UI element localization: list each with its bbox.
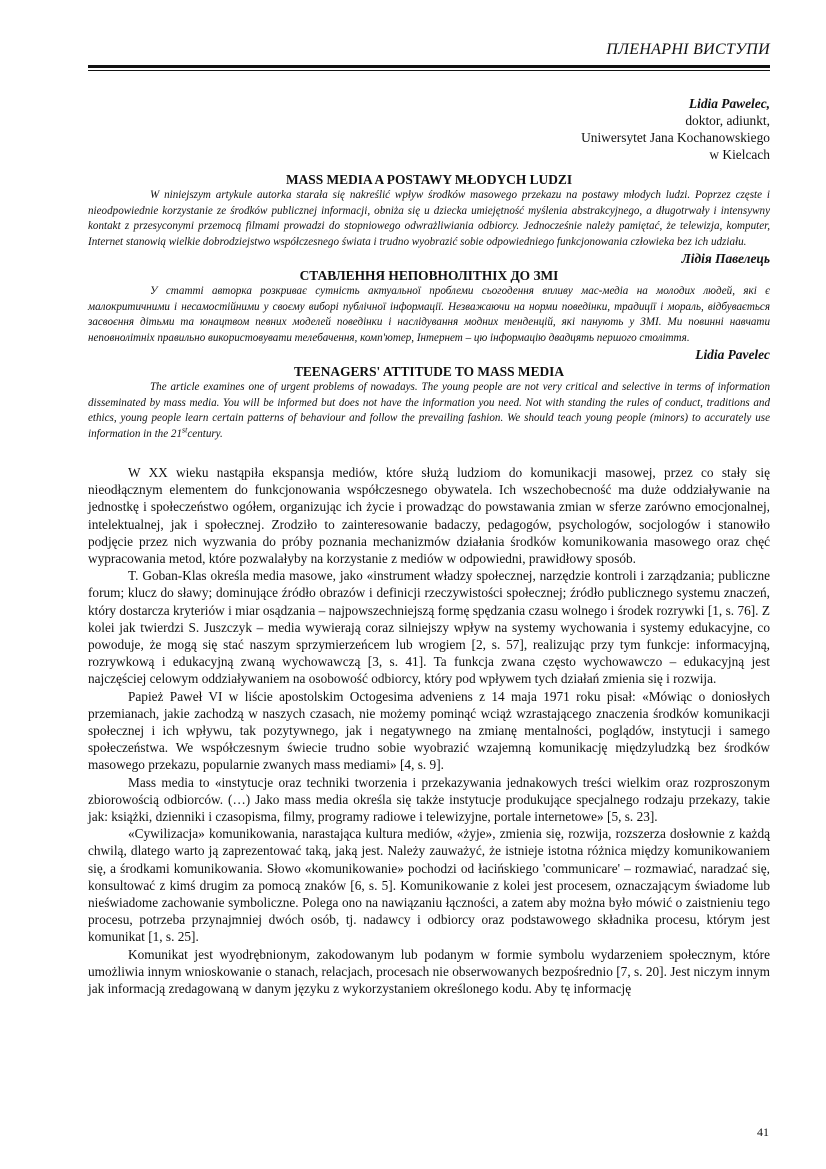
abstract-english (88, 380, 770, 442)
body-paragraph: Komunikat jest wyodrębnionym, zakodowanym lub podanym w formie symbolu wydarzeniem społecznym, które umożliwia innym wnioskowanie o stanach, relacjach, procesach nie obserwowanych bezpośrednio [7, s. 20]. Jest niczym innym jak informacją zredagowaną w danym języku z wykorzystaniem określonego kodu. Aby tę informację (88, 946, 770, 997)
abstract-english-text: The article examines one of urgent problems of nowadays. The young people are not very critical and selective in terms of information disseminated by mass media. You will be informed but does not have the information you need. Not with standing the rules of conduct, traditions and ethics, young people learn certain patterns of behaviour and follow the prevailing fashion. We should teach young people (minors) to accurately use information in the 21 (88, 381, 770, 440)
running-head: ПЛЕНАРНІ ВИСТУПИ (606, 41, 770, 58)
page (88, 40, 770, 997)
title-polish: MASS MEDIA A POSTAWY MŁODYCH LUDZI (285, 172, 573, 187)
page-number: 41 (757, 1125, 769, 1139)
author-affiliation-line: doktor, adiunkt, (685, 113, 770, 128)
author-block (88, 95, 770, 163)
author-affiliation-line: w Kielcach (709, 147, 770, 162)
author-affiliation-line: Uniwersytet Jana Kochanowskiego (581, 130, 770, 145)
body-paragraph: W XX wieku nastąpiła ekspansja mediów, które służą ludziom do komunikacji masowej, przez co stały się nieodłącznym elementem do funkcjonowania współczesnego obywatela. Ich wszechobecność ma duże oddziaływanie na jednostkę i społeczeństwo ogółem, organizując ich życie i prowadząc do powstawania zmian w sferze zarówno emocjonalnej, intelektualnej, jak i społecznej. Zrodziło to zainteresowanie badaczy, pedagogów, psychologów, socjologów i stanowiło podjęcie przez nich wyzwania do próby poznania mechanizmów działania środków komunikowania masowego oraz chęć wypracowania metod, które pozwalałyby na korzystanie z mediów w odpowiedni, prawidłowy sposób. (88, 465, 770, 567)
abstract-polish: W niniejszym artykule autorka starała się nakreślić wpływ środków masowego przekazu na postawy młodych ludzi. Poprzez częste i nieodpowiednie korzystanie ze środków publicznej informacji, obniża się u dziecka umiejętność myślenia abstrakcyjnego, a długotrwały i intensywny kontakt z przesyconymi przemocą filmami prowadzi do stopniowego odwrażliwiania odbiorcy. Jednocześnie należy pamiętać, że telewizja, komputer, Internet stanowią wielkie dobrodziejstwo współczesnego świata i trudno wyobrazić sobie odpowiedniego funkcjonowania człowieka bez ich udziału. (88, 189, 770, 248)
ordinal-suffix: st (182, 424, 188, 434)
title-english: TEENAGERS' ATTITUDE TO MASS MEDIA (293, 364, 565, 379)
body-paragraph: Mass media to «instytucje oraz techniki tworzenia i przekazywania jednakowych treści wielkim oraz rozproszonym zbiorowością odbiorców. (…) Jako mass media określa się także instytucje produkujące specjalnego rodzaju przekazy, takie jak: książki, dzienniki i czasopisma, filmy, programy radiowe i telewizyjne, portale internetowe» [5, s. 23]. (88, 774, 770, 825)
body-paragraph: «Cywilizacja» komunikowania, narastająca kultura mediów, «żyje», zmienia się, rozwija, rozszerza dosłownie z każdą chwilą, dlatego warto ją zaprezentować taką, jaką jest. Należy zauważyć, że istnieje istotna różnica między komunikowaniem się, a środkami komunikowania. Słowo «komunikowanie» pochodzi od łacińskiego 'communicare' – rozmawiać, naradzać się, konsultować z kimś drugim za pomocą znaków [6, s. 5]. Komunikowanie z kolei jest procesem, oznaczającym świadome lub nieświadome zachowanie symboliczne. Polega ono na nawiązaniu łączności, a zatem aby można było mówić o zaistnieniu tego procesu, potrzeba przynajmniej dwóch osób, tj. nadawcy i odbiorcy oraz podstawowego składnika procesu, którym jest komunikat [1, s. 25]. (88, 826, 770, 945)
body-paragraph: T. Goban-Klas określa media masowe, jako «instrument władzy społecznej, narzędzie kontroli i zarządzania; publiczne forum; klucz do sławy; dominujące źródło obrazów i definicji rzeczywistości społecznej; źródło publicznego systemu znaczeń, który dostarcza kryteriów i miar osądzania – najpowszechniejszą formę spędzania czasu wolnego i środek rozrywki [1, s. 76]. Z kolei jak twierdzi S. Juszczyk – media wywierają coraz silniejszy wpływ na systemy wychowania i systemy edukacyjne, co powoduje, że mogą się stać naszym sprzymierzeńcem lub wrogiem [2, s. 57], realizując przy tym funkcje: informacyjną, rozrywkową i edukacyjną zwaną wychowawczą [3, s. 41]. Ta funkcja zwana często wychowawczo – edukacyjną jest najczęściej celowym oddziaływaniem na osobowość odbiorcy, który pod wpływem tych działań zmienia się i rozwija. (88, 568, 770, 687)
header-rule-thin (88, 70, 770, 71)
byline-ukrainian: Лідія Павелець (681, 251, 770, 266)
header-rule-thick (88, 65, 770, 68)
body-paragraph: Papież Paweł VI w liście apostolskim Octogesima adveniens z 14 maja 1971 roku pisał: «Mówiąc o doniosłych przemianach, jakie zachodzą w naszych czasach, nie możemy pominąć wciąż wzrastającego znaczenia środków komunikacji społecznej i ich wpływu, tak pozytywnego, jak i negatywnego na zmianę mentalności, poglądów, instytucji i samego społeczeństwa. We współczesnym świecie trudno sobie wyobrazić wzajemną komunikację międzyludzką bez środków masowego przekazu, popularnie zwanych mass mediami» [4, s. 9]. (88, 688, 770, 773)
author-name: Lidia Pawelec, (688, 96, 770, 111)
byline-english: Lidia Pavelec (695, 347, 770, 362)
abstract-english-tail: century. (187, 427, 223, 440)
title-ukrainian: СТАВЛЕННЯ НЕПОВНОЛІТНІХ ДО ЗМІ (299, 268, 559, 283)
abstract-ukrainian: У статті авторка розкриває сутність актуальної проблеми сьогодення впливу мас-медіа на молодих людей, які є малокритичними і несамостійними у своєму виборі публічної інформації. Незважаючи на норми поведінки, традиції і мораль, відбувається засвоєння дітьми та юнацтвом певних моделей поведінки і наслідування модних тенденцій, які панують у ЗМІ. Ми повинні навчати неповнолітніх правильно використовувати телебачення, комп'ютер, Інтернет – цю інформацію двадцять першого століття. (88, 285, 770, 344)
article-body (88, 464, 770, 997)
